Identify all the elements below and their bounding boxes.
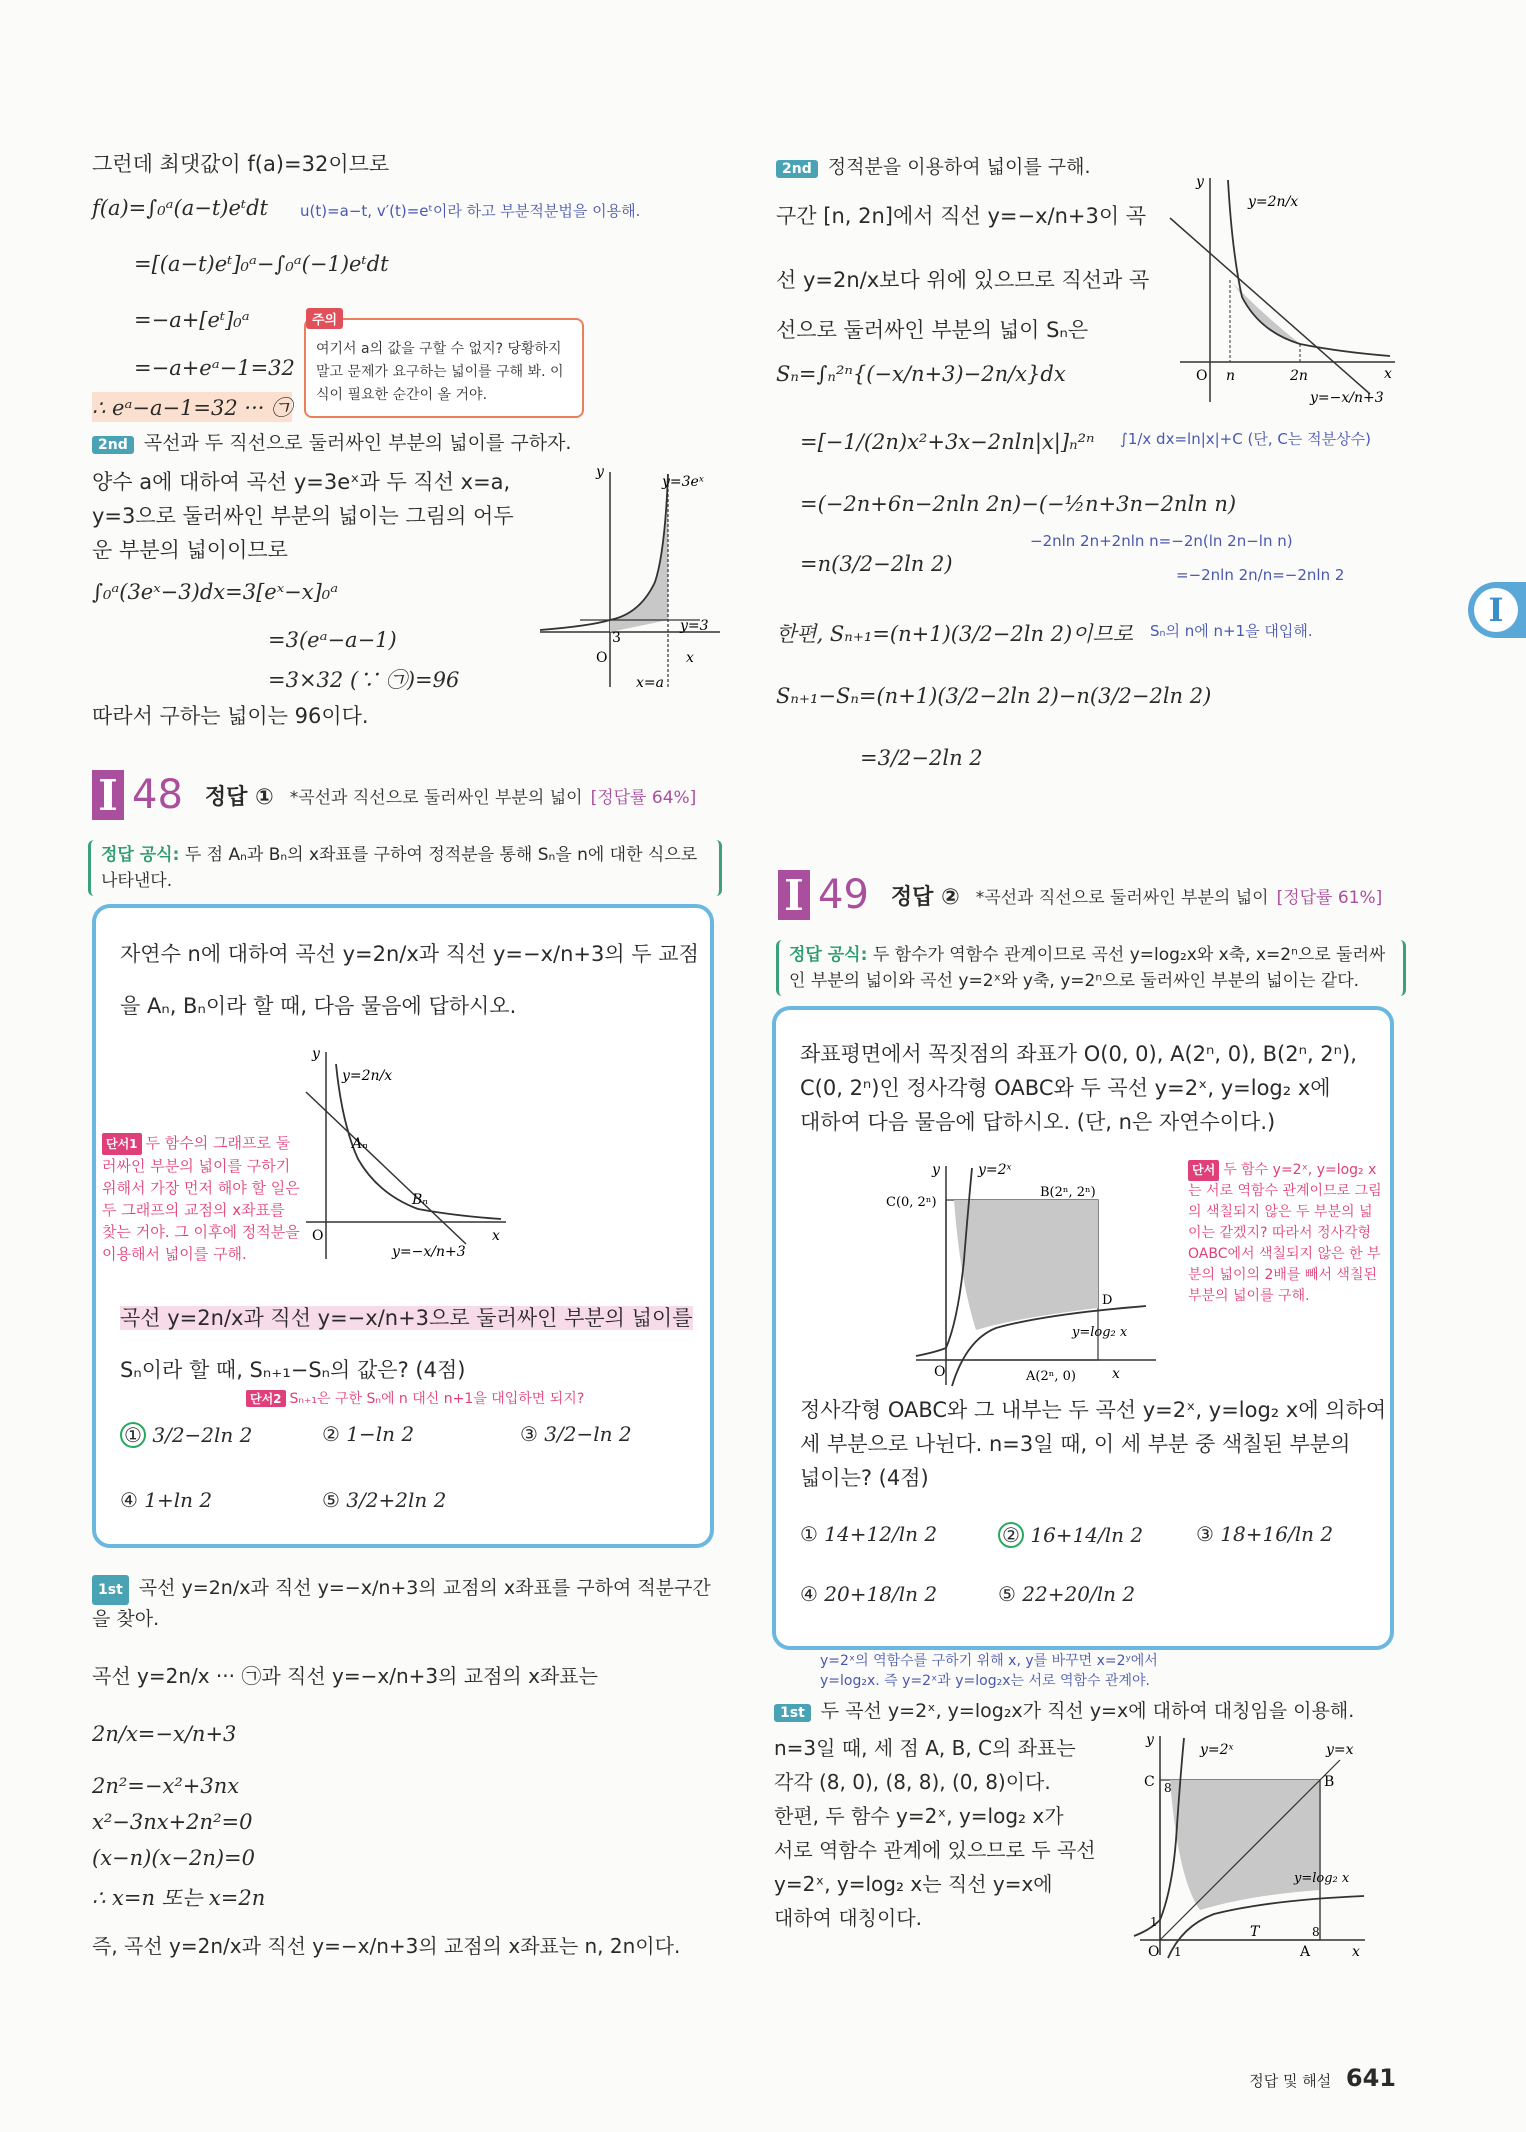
line-label: y=−x/n+3 — [392, 1244, 466, 1260]
y-axis-label: y — [1146, 1732, 1154, 1748]
formula-box — [776, 940, 1406, 996]
topic: *곡선과 직선으로 둘러싸인 부분의 넓이 — [975, 887, 1269, 908]
equation: (x−n)(x−2n)=0 — [92, 1846, 256, 1870]
step-badge: 1st — [774, 1704, 811, 1722]
choice-number: ② — [998, 1522, 1024, 1548]
question-text: 좌표평면에서 꼭짓점의 좌표가 O(0, 0), A(2ⁿ, 0), B(2ⁿ, 2ⁿ), — [800, 1042, 1357, 1066]
tick-label: 1 — [1174, 1945, 1182, 1959]
choice-text: 3/2−2ln 2 — [152, 1423, 253, 1447]
tick-label-n: n — [1226, 368, 1236, 384]
shaded-region — [610, 474, 668, 632]
point-a-label: A — [1300, 1944, 1311, 1960]
equation: =n(3/2−2ln 2) — [800, 552, 953, 576]
choice-number: ③ — [1196, 1522, 1214, 1546]
point-b-label: Bₙ — [412, 1192, 428, 1208]
text-line: 각각 (8, 0), (8, 8), (0, 8)이다. — [774, 1770, 1051, 1794]
shaded-region — [1160, 1780, 1320, 1910]
page-number: 641 — [1345, 2064, 1396, 2092]
caution-box — [304, 313, 584, 418]
step-text: 두 곡선 y=2ˣ, y=log₂x가 직선 y=x에 대하여 대칭임을 이용해. — [820, 1700, 1355, 1722]
topic: *곡선과 직선으로 둘러싸인 부분의 넓이 — [289, 787, 583, 808]
hline-label: y=3 — [680, 618, 709, 634]
choice-number: ④ — [120, 1488, 138, 1512]
equation: =3/2−2ln 2 — [860, 746, 983, 770]
origin-label: O — [1196, 368, 1208, 384]
choice-1[interactable] — [800, 1522, 937, 1546]
hint-tag: 단서2 — [246, 1390, 286, 1407]
problem-number: 49 — [818, 872, 869, 918]
hint-tag: 단서1 — [102, 1133, 142, 1155]
question-text: 곡선 y=2n/x과 직선 y=−x/n+3으로 둘러싸인 부분의 넓이를 — [120, 1306, 693, 1330]
tick-label: 1 — [1150, 1915, 1158, 1929]
step-heading — [92, 428, 571, 455]
graph-exp — [540, 462, 730, 692]
question-text: 을 Aₙ, Bₙ이라 할 때, 다음 물음에 답하시오. — [120, 994, 517, 1018]
curve2-label: y=log₂ x — [1294, 1871, 1350, 1886]
correct-rate: [정답률 64%] — [590, 787, 697, 808]
point-c-label: C — [1144, 1774, 1155, 1790]
caution-tag: 주의 — [306, 308, 343, 329]
text-line: 선으로 둘러싸인 부분의 넓이 Sₙ은 — [776, 318, 1089, 342]
question-text: 대하여 다음 물음에 답하시오. (단, n은 자연수이다.) — [800, 1110, 1276, 1134]
equation: Sₙ₊₁−Sₙ=(n+1)(3/2−2ln 2)−n(3/2−2ln 2) — [776, 684, 1212, 708]
problem-badge: I — [92, 770, 124, 820]
x-axis-label: x — [686, 650, 694, 666]
equation: =[−1/(2n)x²+3x−2nln|x|]ₙ²ⁿ — [800, 430, 1095, 454]
conclusion: 따라서 구하는 넓이는 96이다. — [92, 704, 369, 728]
curve-label: y=2n/x — [342, 1068, 393, 1084]
curve2-label: y=log₂ x — [1072, 1325, 1128, 1340]
choice-text: 14+12/ln 2 — [824, 1522, 938, 1546]
choice-text: 1+ln 2 — [144, 1488, 213, 1512]
equation: 2n/x=−x/n+3 — [92, 1722, 237, 1746]
text-line: 대하여 대칭이다. — [774, 1906, 922, 1930]
formula-label: 정답 공식: — [101, 845, 180, 865]
problem-number: 48 — [132, 772, 183, 818]
point-b-label: B(2ⁿ, 2ⁿ) — [1040, 1185, 1096, 1200]
text-line: 구간 [n, 2n]에서 직선 y=−x/n+3이 곡 — [776, 204, 1147, 228]
question-text-highlight — [114, 1300, 699, 1334]
problem-header — [92, 770, 696, 820]
text-line: y=2ˣ, y=log₂ x는 직선 y=x에 — [774, 1872, 1053, 1896]
line — [306, 1092, 466, 1244]
origin-label: O — [1148, 1944, 1160, 1960]
tick-label-3: 3 — [612, 630, 621, 646]
caution-text: 여기서 a의 값을 구할 수 없지? 당황하지 말고 문제가 요구하는 넓이를 구해 봐. 이 식이 필요한 순간이 올 거야. — [316, 341, 564, 403]
choice-text: 3/2+2ln 2 — [346, 1488, 447, 1512]
curve1-label: y=2ˣ — [978, 1162, 1012, 1178]
choice-text: 1−ln 2 — [346, 1422, 415, 1446]
choice-3[interactable] — [520, 1422, 632, 1446]
y-axis-label: y — [596, 464, 604, 480]
equation: 2n²=−x²+3nx — [92, 1774, 240, 1798]
choice-1[interactable] — [120, 1422, 252, 1448]
text-line: y=3으로 둘러싸인 부분의 넓이는 그림의 어두 — [92, 504, 514, 528]
graph-problem-48 — [296, 1044, 516, 1274]
question-text: C(0, 2ⁿ)인 정사각형 OABC와 두 곡선 y=2ˣ, y=log₂ x에 — [800, 1076, 1331, 1100]
equation: ∫₀ᵃ(3eˣ−3)dx=3[eˣ−x]₀ᵃ — [92, 580, 339, 604]
formula-text: 두 점 Aₙ과 Bₙ의 x좌표를 구하여 정적분을 통해 Sₙ을 n에 대한 식으로 나타낸다. — [101, 845, 698, 891]
question-text: 세 부분으로 나뉜다. n=3일 때, 이 세 부분 중 색칠된 부분의 — [800, 1432, 1351, 1456]
curve-exp — [1134, 1738, 1184, 1936]
text-line: 곡선 y=2n/x ··· ㉠과 직선 y=−x/n+3의 교점의 x좌표는 — [92, 1664, 598, 1688]
choice-text: 16+14/ln 2 — [1030, 1523, 1144, 1547]
step-heading — [774, 1696, 1354, 1723]
y-axis-label: y — [932, 1162, 940, 1178]
hint-text: Sₙ₊₁은 구한 Sₙ에 n 대신 n+1을 대입하면 되지? — [289, 1391, 585, 1407]
formula-text: 두 함수가 역함수 관계이므로 곡선 y=log₂x와 x축, x=2ⁿ으로 둘러싸인 부분의 넓이와 곡선 y=2ˣ와 y축, y=2ⁿ으로 둘러싸인 부분의 넓이는 같다. — [789, 945, 1386, 991]
choice-number: ⑤ — [322, 1488, 340, 1512]
graph-hyperbola — [1170, 172, 1400, 412]
line-label: y=−x/n+3 — [1310, 390, 1384, 406]
question-text: Sₙ이라 할 때, Sₙ₊₁−Sₙ의 값은? (4점) — [120, 1358, 466, 1382]
question-box — [772, 1006, 1394, 1650]
correct-rate: [정답률 61%] — [1276, 887, 1383, 908]
annotation: −2nln 2n+2nln n=−2n(ln 2n−ln n) — [1030, 532, 1293, 550]
footer-label: 정답 및 해설 — [1249, 2072, 1332, 2090]
annotation: =−2nln 2n/n=−2nln 2 — [1176, 566, 1345, 584]
step-text: 곡선 y=2n/x과 직선 y=−x/n+3의 교점의 x좌표를 구하여 적분구간을 찾아. — [92, 1577, 711, 1630]
choice-text: 20+18/ln 2 — [824, 1582, 938, 1606]
equation: =−a+[eᵗ]₀ᵃ — [134, 308, 250, 332]
conclusion: 즉, 곡선 y=2n/x과 직선 y=−x/n+3의 교점의 x좌표는 n, 2n이다. — [92, 1934, 681, 1958]
y-axis-label: y — [312, 1046, 320, 1062]
formula-label: 정답 공식: — [789, 945, 868, 965]
choice-number: ① — [800, 1522, 818, 1546]
x-axis-label: x — [1112, 1366, 1120, 1382]
equation: x²−3nx+2n²=0 — [92, 1810, 253, 1834]
graph-problem-49 — [886, 1160, 1166, 1390]
text-line: n=3일 때, 세 점 A, B, C의 좌표는 — [774, 1736, 1076, 1760]
hint — [1188, 1160, 1384, 1307]
question-text: 넓이는? (4점) — [800, 1466, 929, 1490]
equation: =3(eᵃ−a−1) — [268, 628, 397, 652]
tick-label: 8 — [1312, 1925, 1320, 1939]
choice-text: 18+16/ln 2 — [1220, 1522, 1334, 1546]
vline-label: x=a — [636, 675, 664, 691]
page-footer — [1249, 2064, 1396, 2092]
step-heading — [776, 152, 1091, 179]
equation: =(−2n+6n−2nln 2n)−(−½n+3n−2nln n) — [800, 492, 1237, 516]
origin-label: O — [596, 650, 608, 666]
point-a-label: Aₙ — [352, 1136, 368, 1152]
question-text: 자연수 n에 대하여 곡선 y=2n/x과 직선 y=−x/n+3의 두 교점 — [120, 942, 699, 966]
graph-symmetry — [1130, 1730, 1370, 1960]
tick-label: 8 — [1164, 1781, 1172, 1795]
point-c-label: C(0, 2ⁿ) — [886, 1195, 937, 1210]
annotation: ∫1/x dx=ln|x|+C (단, C는 적분상수) — [1120, 430, 1371, 448]
equation: ∴ x=n 또는 x=2n — [92, 1886, 266, 1910]
hint-2 — [246, 1388, 584, 1408]
choice-number: ④ — [800, 1582, 818, 1606]
line-yx-label: y=x — [1326, 1742, 1354, 1758]
region-t-label: T — [1250, 1924, 1260, 1940]
step-badge: 2nd — [776, 160, 818, 178]
choice-number: ⑤ — [998, 1582, 1016, 1606]
x-axis-label: x — [1384, 366, 1392, 382]
point-d-label: D — [1102, 1293, 1113, 1308]
shaded-region — [946, 1200, 1098, 1330]
curve-label: y=3eˣ — [662, 474, 704, 490]
text-line: 한편, 두 함수 y=2ˣ, y=log₂ x가 — [774, 1804, 1064, 1828]
equation: =[(a−t)eᵗ]₀ᵃ−∫₀ᵃ(−1)eᵗdt — [134, 252, 389, 276]
choice-3[interactable] — [1196, 1522, 1333, 1546]
answer: 정답 ② — [890, 884, 960, 910]
step-text: 곡선과 두 직선으로 둘러싸인 부분의 넓이를 구하자. — [143, 432, 572, 454]
problem-header — [778, 870, 1382, 920]
point-a-label: A(2ⁿ, 0) — [1026, 1369, 1076, 1384]
choice-text: 3/2−ln 2 — [544, 1422, 632, 1446]
choice-text: 22+20/ln 2 — [1022, 1582, 1136, 1606]
choice-2[interactable] — [998, 1522, 1143, 1548]
question-text-highlight: 정사각형 OABC와 그 내부는 두 곡선 y=2ˣ, y=log₂ x에 의하여 — [800, 1398, 1387, 1422]
text-line: 양수 a에 대하여 곡선 y=3eˣ과 두 직선 x=a, — [92, 470, 511, 494]
equation: =3×32 (∵ ㉠)=96 — [268, 668, 460, 692]
choice-5[interactable] — [322, 1488, 446, 1512]
x-axis-label: x — [1352, 1944, 1360, 1960]
annotation: u(t)=a−t, v′(t)=eᵗ이라 하고 부분적분법을 이용해. — [300, 202, 641, 220]
formula-box — [88, 840, 722, 896]
origin-label: O — [934, 1364, 946, 1380]
annotation: y=2ˣ의 역함수를 구하기 위해 x, y를 바꾸면 x=2ʸ에서 — [820, 1653, 1158, 1669]
point-b-label: B — [1324, 1774, 1335, 1790]
choice-4[interactable] — [120, 1488, 212, 1512]
x-axis-label: x — [492, 1228, 500, 1244]
tick-label-2n: 2n — [1290, 368, 1308, 384]
text-line: 그런데 최댓값이 f(a)=32이므로 — [92, 152, 390, 176]
hint-1 — [102, 1132, 302, 1265]
text-line: 선 y=2n/x보다 위에 있으므로 직선과 곡 — [776, 268, 1150, 292]
equation: Sₙ=∫ₙ²ⁿ{(−x/n+3)−2n/x}dx — [776, 362, 1066, 386]
step-badge: 2nd — [92, 436, 134, 454]
choice-number: ② — [322, 1422, 340, 1446]
step-text: 정적분을 이용하여 넓이를 구해. — [827, 156, 1091, 178]
chapter-tab-label: I — [1474, 588, 1518, 632]
choice-number: ③ — [520, 1422, 538, 1446]
step-heading — [92, 1574, 712, 1633]
hint-text: 두 함수의 그래프로 둘러싸인 부분의 넓이를 구하기 위해서 가장 먼저 해야 할 일은 두 그래프의 교점의 x좌표를 찾는 거야. 그 이후에 정적분을 이용해서 넓이를 구해. — [102, 1134, 300, 1263]
origin-label: O — [312, 1228, 324, 1244]
hint-text: 두 함수 y=2ˣ, y=log₂ x는 서로 역함수 관계이므로 그림의 색칠되지 않은 두 부분의 넓이는 같겠지? 따라서 정사각형 OABC에서 색칠되지 않은 한 부분의 넓이의 2배를 빼서 색칠된 부분의 넓이를 구해. — [1188, 1162, 1382, 1304]
choice-5[interactable] — [998, 1582, 1135, 1606]
hint-tag: 단서 — [1188, 1160, 1219, 1181]
problem-badge: I — [778, 870, 810, 920]
chapter-tab[interactable] — [1468, 582, 1526, 638]
choice-2[interactable] — [322, 1422, 414, 1446]
curve1-label: y=2ˣ — [1200, 1742, 1234, 1758]
y-axis-label: y — [1196, 174, 1204, 190]
choice-number: ① — [120, 1422, 146, 1448]
equation: f(a)=∫₀ᵃ(a−t)eᵗdt — [92, 196, 268, 220]
annotation: y=log₂x. 즉 y=2ˣ과 y=log₂x는 서로 역함수 관계야. — [820, 1673, 1151, 1689]
choice-4[interactable] — [800, 1582, 937, 1606]
text-line: 서로 역함수 관계에 있으므로 두 곡선 — [774, 1838, 1096, 1862]
step-badge: 1st — [92, 1575, 129, 1605]
equation-highlight: ∴ eᵃ−a−1=32 ··· ㉠ — [92, 392, 292, 422]
equation: 한편, Sₙ₊₁=(n+1)(3/2−2ln 2)이므로 — [776, 622, 1134, 646]
equation: =−a+eᵃ−1=32 — [134, 356, 295, 380]
text-line: 운 부분의 넓이이므로 — [92, 538, 288, 562]
curve-label: y=2n/x — [1248, 194, 1299, 210]
annotation: Sₙ의 n에 n+1을 대입해. — [1150, 622, 1313, 640]
answer: 정답 ① — [204, 784, 274, 810]
